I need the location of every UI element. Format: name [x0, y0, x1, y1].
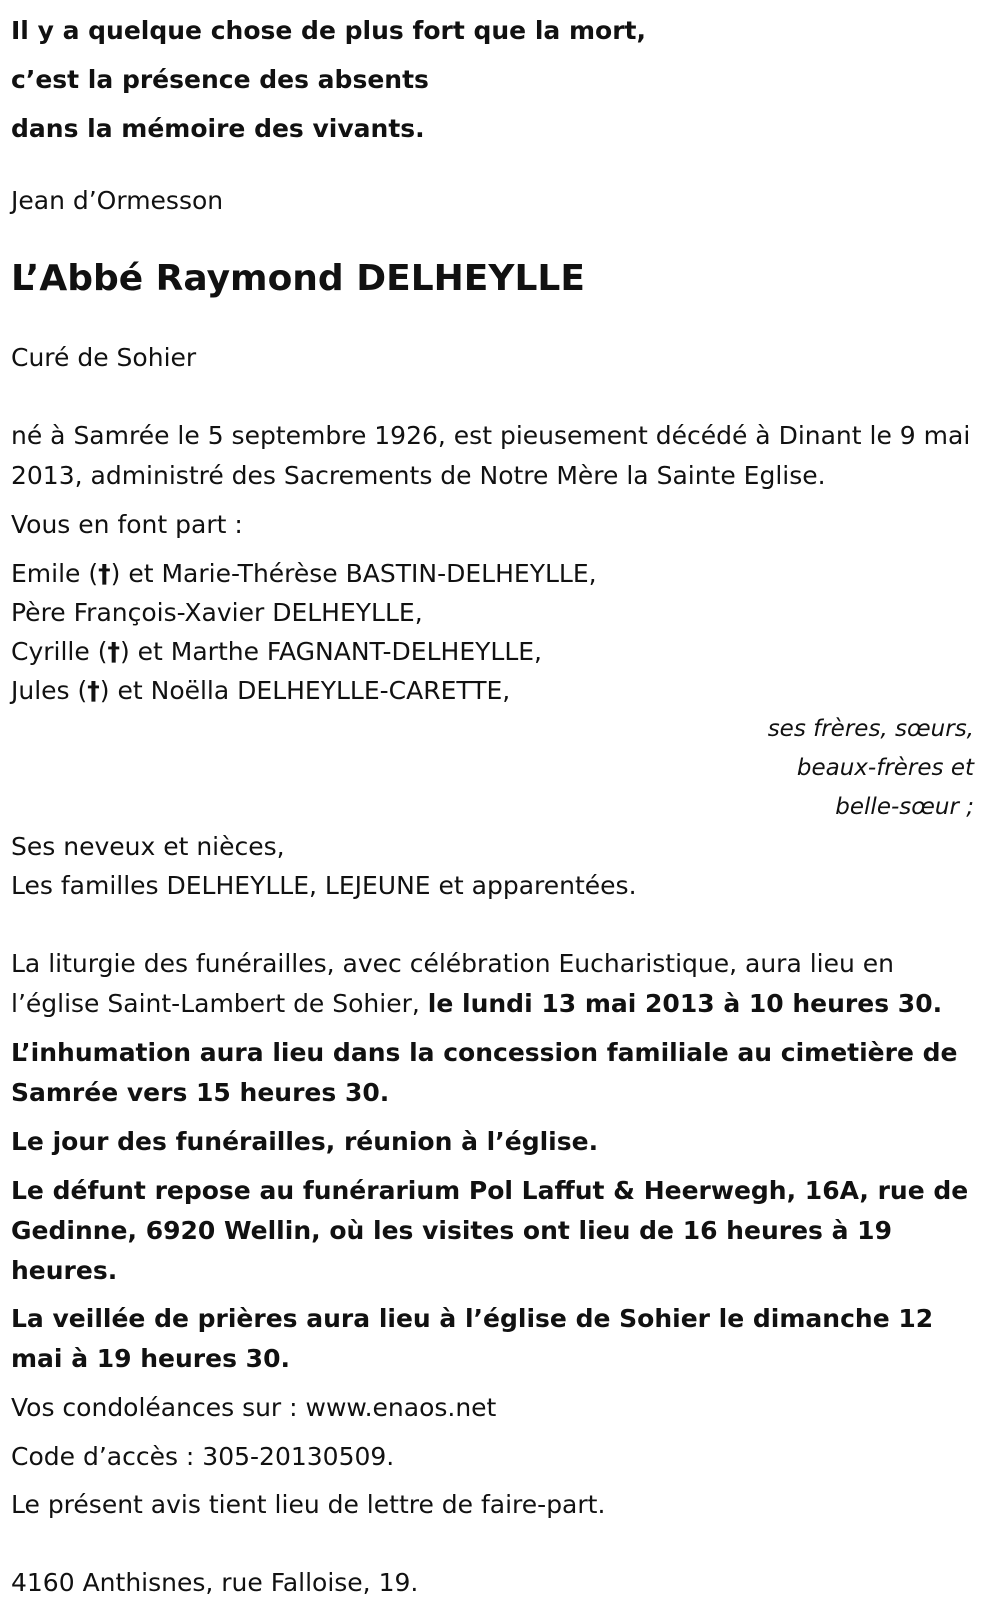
rest-text: Le défunt repose au funérarium Pol Laffut & Heerwegh, 16A, rue de Gedinne, 6920 Wellin, où les visites ont lieu de 16 heures à 19 heures.: [11, 1176, 969, 1285]
notice-text: Le présent avis tient lieu de lettre de faire-part.: [11, 1490, 606, 1519]
other-family-line: Les familles DELHEYLLE, LEJEUNE et apparentées.: [11, 871, 637, 900]
meeting-text: Le jour des funérailles, réunion à l’église.: [11, 1127, 599, 1156]
relation-line: ses frères, sœurs,: [767, 716, 974, 742]
other-family-line: Ses neveux et nièces,: [11, 832, 285, 861]
cross-icon: †: [87, 676, 100, 705]
obituary-notice: [11, 6, 974, 1602]
quote-line: dans la mémoire des vivants.: [11, 114, 425, 143]
relation-line: belle-sœur ;: [835, 794, 974, 820]
family-line: Père François-Xavier DELHEYLLE,: [11, 598, 423, 627]
liturgy-date: le lundi 13 mai 2013 à 10 heures 30.: [427, 989, 943, 1018]
vigil-text: La veillée de prières aura lieu à l’église de Sohier le dimanche 12 mai à 19 heures 30.: [11, 1304, 934, 1373]
family-list: [11, 554, 974, 710]
cross-icon: †: [98, 559, 111, 588]
burial-text: L’inhumation aura lieu dans la concession familiale au cimetière de Samrée vers 15 heures 30.: [11, 1038, 958, 1107]
relation-line: beaux-frères et: [796, 755, 974, 781]
family-line: Cyrille (†) et Marthe FAGNANT-DELHEYLLE,: [11, 637, 542, 666]
birth-death-text: né à Samrée le 5 septembre 1926, est pieusement décédé à Dinant le 9 mai 2013, administré des Sacrements de Notre Mère la Sainte Eglise.: [11, 421, 971, 490]
deceased-role: Curé de Sohier: [11, 343, 197, 372]
other-family: [11, 827, 974, 905]
address: 4160 Anthisnes, rue Falloise, 19.: [11, 1568, 419, 1597]
family-line: Jules (†) et Noëlla DELHEYLLE-CARETTE,: [11, 676, 511, 705]
family-relation: [11, 710, 974, 827]
family-line: Emile (†) et Marie-Thérèse BASTIN-DELHEYLLE,: [11, 559, 597, 588]
quote-line: c’est la présence des absents: [11, 65, 429, 94]
cross-icon: †: [107, 637, 120, 666]
liturgy-text: La liturgie des funérailles, avec célébration Eucharistique, aura lieu en l’église Saint-Lambert de Sohier, le lundi 13 mai 2013 à 10 heures 30.: [11, 949, 943, 1018]
access-code: Code d’accès : 305-20130509.: [11, 1442, 395, 1471]
deceased-name: L’Abbé Raymond DELHEYLLE: [11, 258, 585, 299]
condolences-text: Vos condoléances sur : www.enaos.net: [11, 1393, 497, 1422]
quote: [11, 6, 974, 153]
quote-author: Jean d’Ormesson: [11, 186, 224, 215]
announce-intro: Vous en font part :: [11, 510, 243, 539]
quote-line: Il y a quelque chose de plus fort que la mort,: [11, 16, 646, 45]
